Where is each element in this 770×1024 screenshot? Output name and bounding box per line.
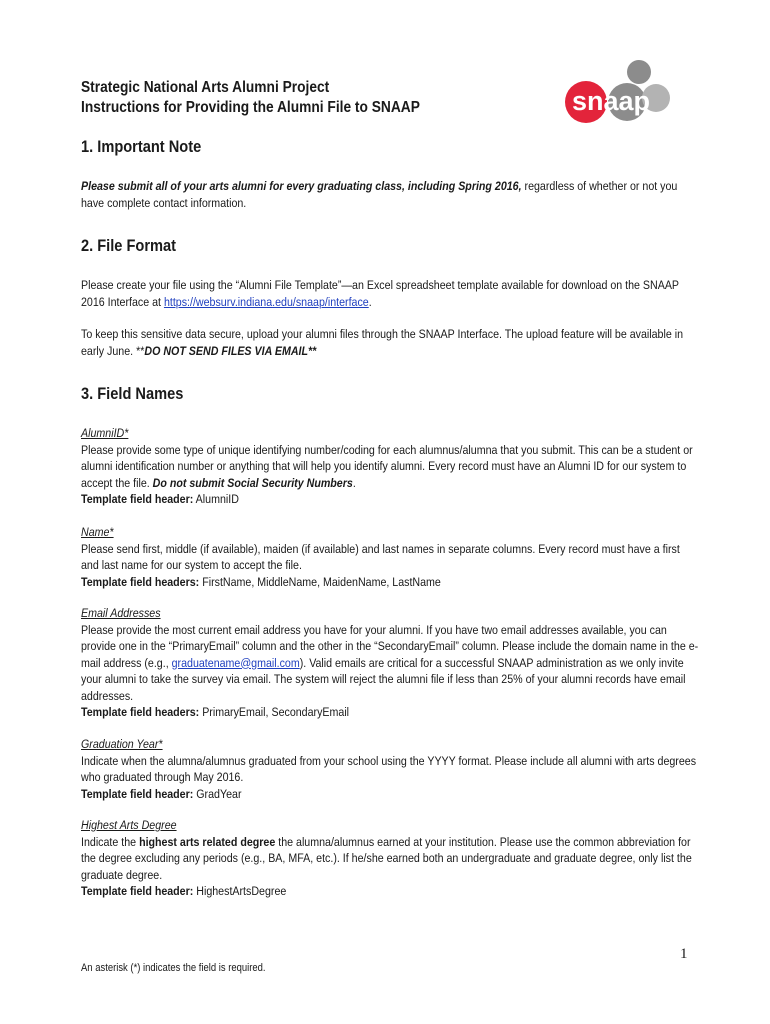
field-title-alumniid: AlumniID* [81,426,129,440]
alumniid-warning: Do not submit Social Security Numbers [152,475,353,490]
email-text-1: Please provide the most current email address you have for your alumni. If you have two email addresses available, you can provide one in the “PrimaryEmail” column and the other in the “SecondaryEmail” column. Please include the domain name in the e-mail address (e.g., [81,622,699,670]
degree-text-1: Indicate the [81,834,140,849]
section-2-paragraph-1 [81,277,700,310]
document-title [81,78,420,118]
field-title-gradyear: Graduation Year* [81,737,163,751]
email-text-2: ). Valid emails are critical for a successful SNAAP administration as we only invite your alumni to take the survey via email. The system will reject the alumni file if less than 25% of your alumni records have email addresses. [81,655,686,703]
upload-text: To keep this sensitive data secure, upload your alumni files through the SNAAP Interface. The upload feature will be available in early June. ** [81,327,684,358]
gradyear-header-value: GradYear [193,786,242,801]
field-name [81,524,700,590]
field-alumniid [81,425,700,508]
name-header-value: FirstName, MiddleName, MaidenName, LastName [199,574,441,589]
file-format-end: . [368,294,372,309]
file-format-text: Please create your file using the “Alumni File Template”—an Excel spreadsheet template available for download on the SNAAP 2016 Interface at [81,278,679,309]
field-title-degree: Highest Arts Degree [81,818,177,832]
email-header-value: PrimaryEmail, SecondaryEmail [199,705,350,719]
section-2-heading: 2. File Format [81,236,177,255]
degree-bold: highest arts related degree [139,834,276,849]
section-1-paragraph [81,178,700,211]
degree-header-value: HighestArtsDegree [193,884,287,898]
alumniid-text: Please provide some type of unique identifying number/coding for each alumnus/alumna that you submit. This can be a student or alumni identification number or anything that will help you identify alumni. Every record must have an Alumni ID for our system to accept the file. [81,442,693,490]
important-note-text: regardless of whether or not you have complete contact information. [81,179,678,210]
section-3-heading: 3. Field Names [81,384,184,403]
alumniid-header-label: Template field header: [81,492,194,506]
gradyear-header-label: Template field header: [81,786,194,801]
logo-wordmark: snaap [572,86,651,116]
name-header-label: Template field headers: [81,574,200,589]
field-title-name: Name* [81,525,114,539]
title-line-1: Strategic National Arts Alumni Project [81,79,330,96]
field-gradyear [81,736,700,802]
field-email [81,605,700,721]
alumniid-end: . [352,475,356,490]
section-1-heading: 1. Important Note [81,137,202,156]
interface-link[interactable]: https://websurv.indiana.edu/snaap/interface [163,294,369,309]
gradyear-text: Indicate when the alumna/alumnus graduated from your school using the YYYY format. Please include all alumni with arts degrees who graduated through May 2016. [81,753,697,784]
degree-text-2: the alumna/alumnus earned at your institution. Please use the common abbreviation for the degree excluding any periods (e.g., BA, MFA, etc.). If he/she earned both an undergraduate and graduate degree, only list the graduate degree. [81,834,692,882]
no-email-warning: DO NOT SEND FILES VIA EMAIL** [144,343,317,358]
title-line-2: Instructions for Providing the Alumni File to SNAAP [81,99,420,116]
field-degree [81,817,700,900]
footnote: An asterisk (*) indicates the field is required. [81,962,266,974]
section-2-paragraph-2 [81,326,700,359]
page-number: 1 [680,946,688,962]
field-title-email: Email Addresses [81,606,161,620]
email-header-label: Template field headers: [81,705,200,719]
snaap-logo [552,58,676,124]
alumniid-header-value: AlumniID [193,492,239,506]
example-email-link[interactable]: graduatename@gmail.com [171,655,300,670]
degree-header-label: Template field header: [81,884,194,898]
important-note-bold: Please submit all of your arts alumni for every graduating class, including Spring 2016, [81,179,522,193]
name-text: Please send first, middle (if available), maiden (if available) and last names in separate columns. Every record must have a first and last name for our system to accept the file. [81,541,680,572]
